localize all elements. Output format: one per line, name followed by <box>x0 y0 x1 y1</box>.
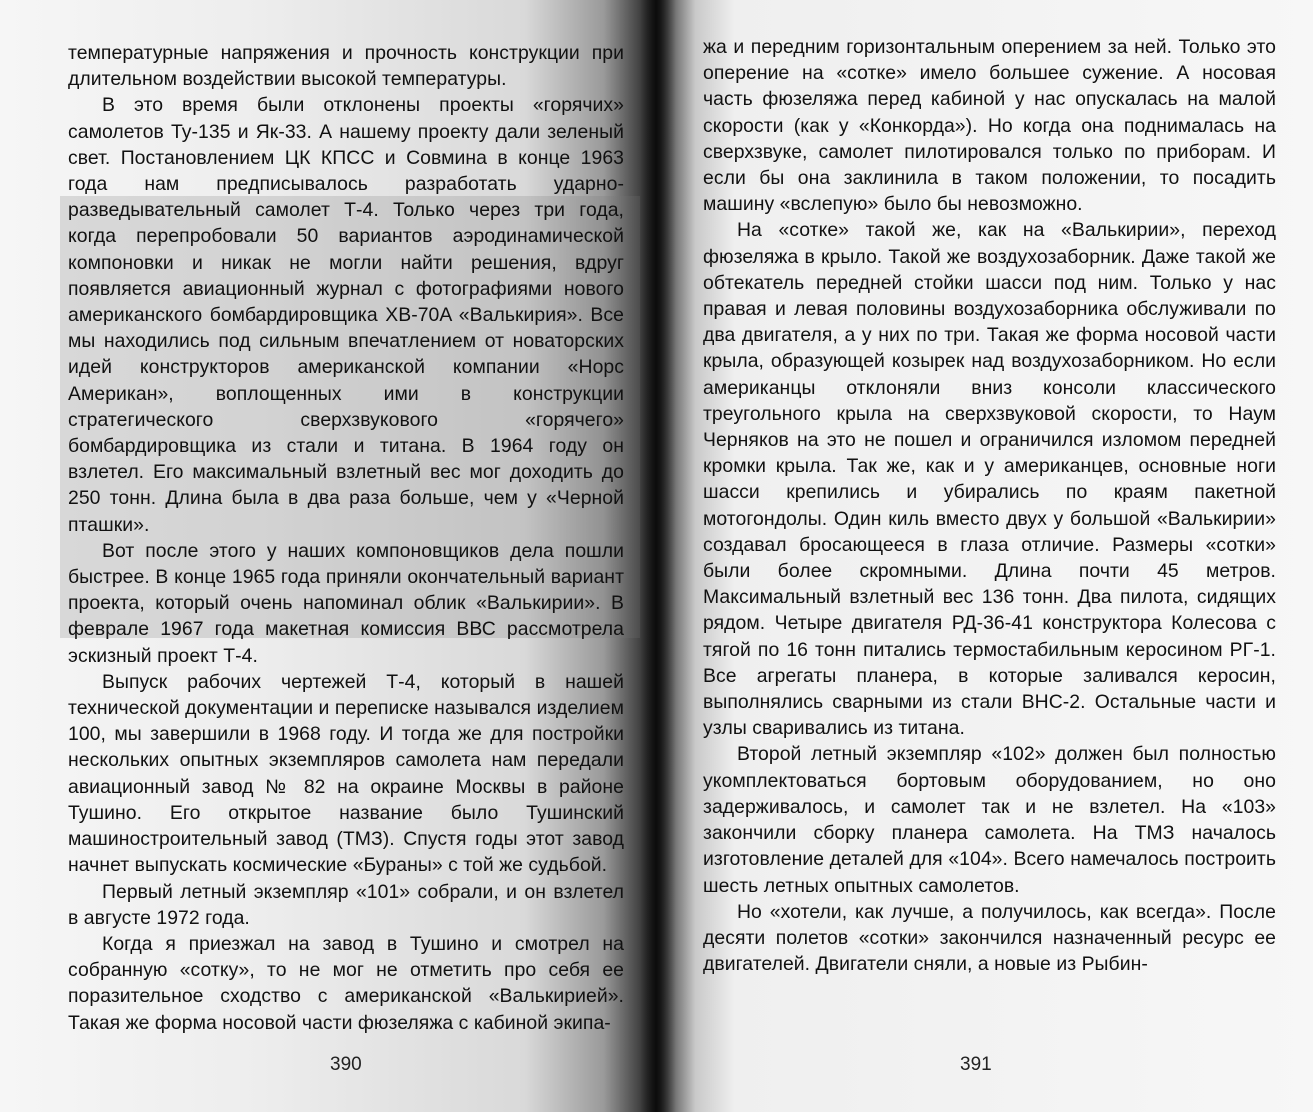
right-page <box>656 0 1313 1112</box>
paragraph: Выпуск рабочих чертежей Т-4, который в нашей технической документации и переписке назывался изделием 100, мы завершили в 1968 году. И тогда же для постройки нескольких опытных экземпляров самолета нам передали авиационный завод № 82 на окраине Москвы в районе Тушино. Его открытое название было Тушинский машиностроительный завод (ТМЗ). Спустя годы этот завод начнет выпускать космические «Бураны» с той же судьбой. <box>68 670 624 877</box>
page-number: 390 <box>330 1054 362 1075</box>
paragraph: Но «хотели, как лучше, а получилось, как всегда». После десяти полетов «сотки» закончился назначенный ресурс ее двигателей. Двигатели сняли, а новые из Рыбин- <box>703 900 1276 976</box>
book-gutter <box>640 0 676 1112</box>
paragraph: Вот после этого у наших компоновщиков дела пошли быстрее. В конце 1965 года приняли окончательный вариант проекта, который очень напоминал облик «Валькирии». В феврале 1967 года макетная комиссия ВВС рассмотрела эскизный проект Т-4. <box>68 539 624 667</box>
left-page-text <box>68 40 624 1036</box>
paragraph: температурные напряжения и прочность конструкции при длительном воздействии высокой температуры. <box>68 42 624 91</box>
right-page-text <box>703 34 1276 977</box>
paragraph: На «сотке» такой же, как на «Валькирии», переход фюзеляжа в крыло. Такой же воздухозаборник. Даже такой же обтекатель передней стойки шасси под ним. Только у нас правая и левая половины воздухозаборника обслуживали по два двигателя, а у них по три. Такая же форма носовой части крыла, образующей козырек над воздухозаборником. Но если американцы отклоняли вниз консоли классического треугольного крыла на сверхзвуковой скорости, то Наум Черняков на это не пошел и ограничился изломом передней кромки крыла. Так же, как и у американцев, основные ноги шасси крепились и убирались по краям пакетной мотогондолы. Один киль вместо двух у большой «Валькирии» создавал бросающееся в глаза отличие. Размеры «сотки» были более скромными. Длина почти 45 метров. Максимальный взлетный вес 136 тонн. Два пилота, сидящих рядом. Четыре двигателя РД-36-41 конструктора Колесова с тягой по 16 тонн питались термостабильным керосином РГ-1. Все агрегаты планера, в которые заливался керосин, выполнялись сварными из стали ВНС-2. Остальные части и узлы сваривались из титана. <box>703 219 1276 740</box>
left-page <box>0 0 656 1112</box>
paragraph: Первый летный экземпляр «101» собрали, и он взлетел в августе 1972 года. <box>68 880 624 929</box>
paragraph: Второй летный экземпляр «102» должен был полностью укомплектоваться бортовым оборудованием, но оно задерживалось, и самолет так и не взлетел. На «103» закончили сборку планера самолета. На ТМЗ началось изготовление деталей для «104». Всего намечалось построить шесть летных опытных самолетов. <box>703 743 1276 897</box>
paragraph: жа и передним горизонтальным оперением за ней. Только это оперение на «сотке» имело большее сужение. А носовая часть фюзеляжа перед кабиной у нас опускалась на малой скорости (как у «Конкорда»). Но когда она поднималась на сверхзвуке, самолет пилотировался только по приборам. И если бы она заклинила в таком положении, то посадить машину «вслепую» было бы невозможно. <box>703 36 1276 216</box>
paragraph: В это время были отклонены проекты «горячих» самолетов Ту-135 и Як-33. А нашему проекту дали зеленый свет. Постановлением ЦК КПСС и Совмина в конце 1963 года нам предписывалось разработать ударно-разведывательный самолет Т-4. Только через три года, когда перепробовали 50 вариантов аэродинамической компоновки и никак не могли найти решения, вдруг появляется авиационный журнал с фотографиями нового американского бомбардировщика XB-70A «Валькирия». Все мы находились под сильным впечатлением от новаторских идей конструкторов американской компании «Норс Американ», воплощенных ими в конструкции стратегического сверхзвукового «горячего» бомбардировщика из стали и титана. В 1964 году он взлетел. Его максимальный взлетный вес мог доходить до 250 тонн. Длина была в два раза больше, чем у «Черной пташки». <box>68 94 624 536</box>
paragraph: Когда я приезжал на завод в Тушино и смотрел на собранную «сотку», то не мог не отметить про себя ее поразительное сходство с американской «Валькирией». Такая же форма носовой части фюзеляжа с кабиной экипа- <box>68 932 624 1034</box>
page-number: 391 <box>960 1054 992 1075</box>
